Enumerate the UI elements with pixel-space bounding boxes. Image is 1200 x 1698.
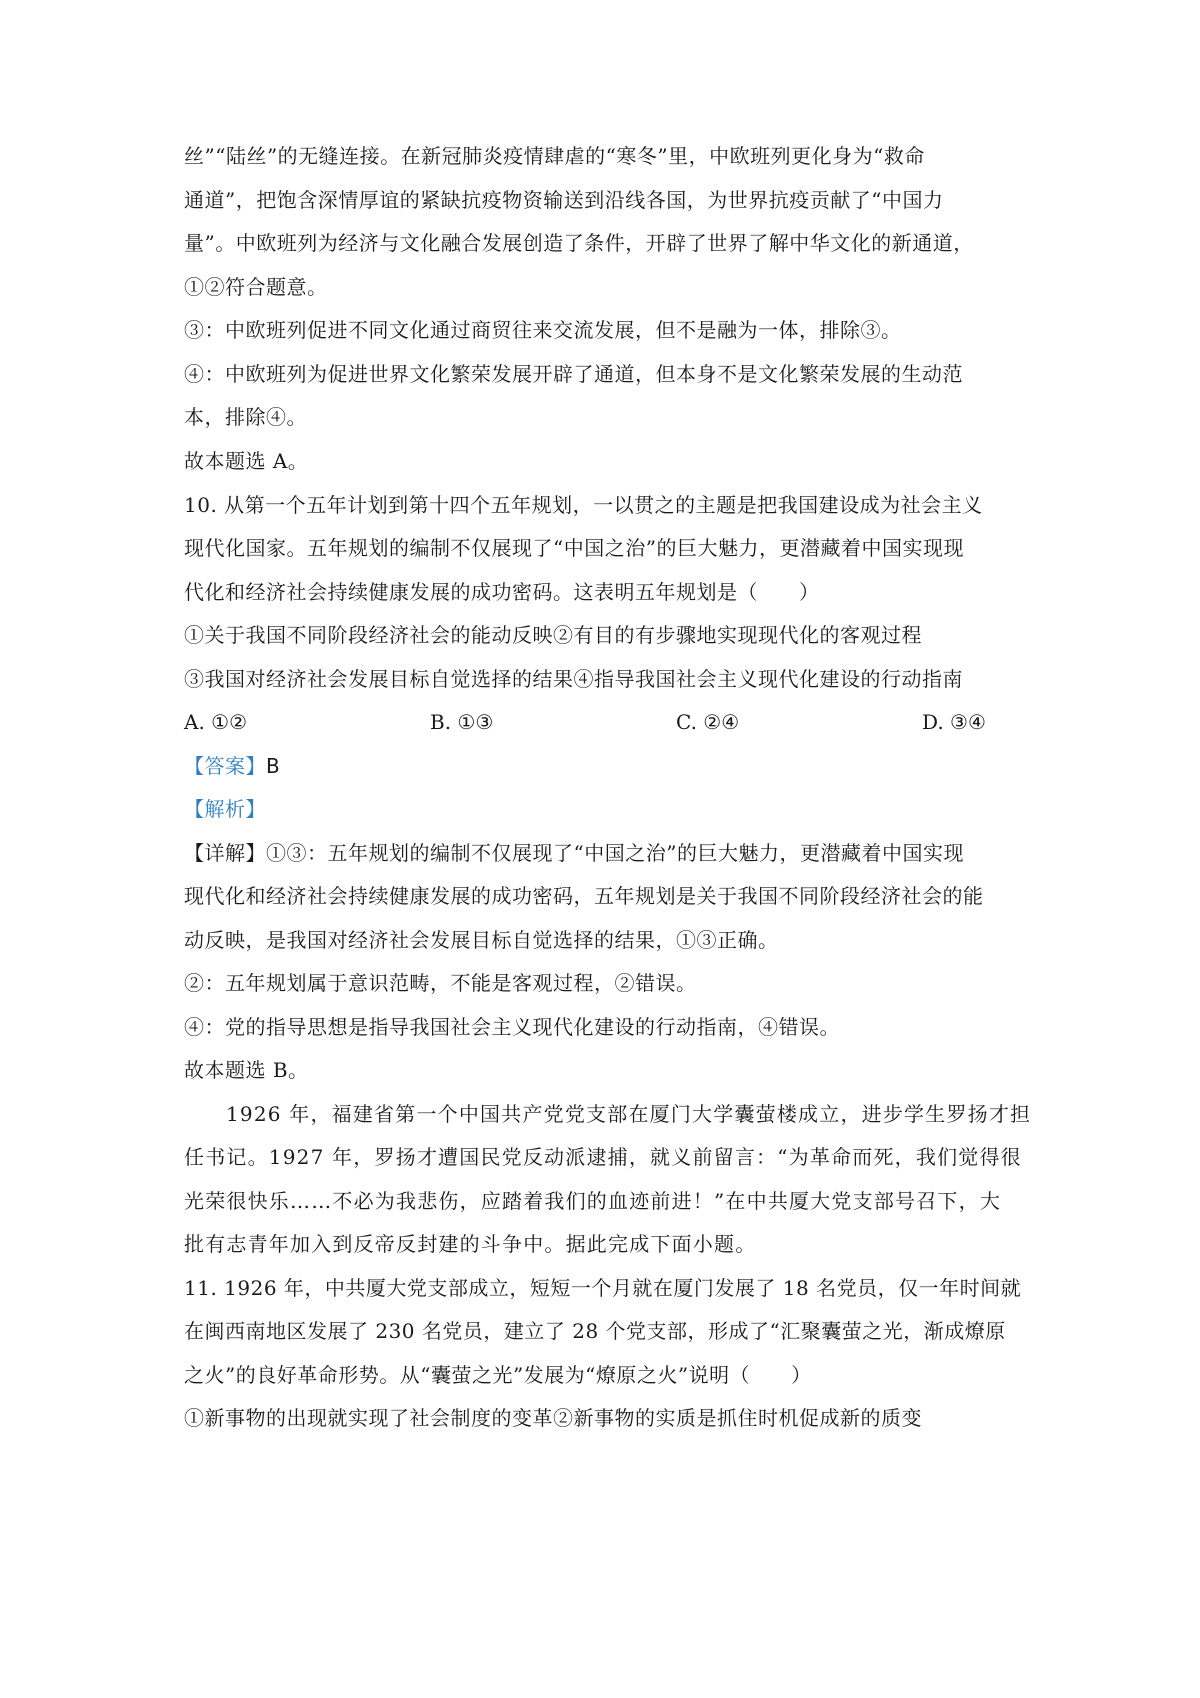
question-11-stem: 在闽西南地区发展了 230 名党员，建立了 28 个党支部，形成了“汇聚囊萤之光，渐成燎原 [184, 1319, 1006, 1343]
answer-label: 【答案】 [184, 754, 266, 778]
passage-line: 光荣很快乐……不必为我悲伤，应踏着我们的血迹前进！”在中共厦大党支部号召下，大 [184, 1189, 1002, 1213]
analysis-line: ④：中欧班列为促进世界文化繁荣发展开辟了通道，但本身不是文化繁荣发展的生动范 [184, 362, 963, 386]
analysis-line: ①②符合题意。 [184, 275, 328, 299]
conclusion-line: 故本题选 B。 [184, 1058, 309, 1082]
option-c: C. ②④ [676, 710, 740, 734]
conclusion-line: 故本题选 A。 [184, 449, 309, 473]
answer-value: B [266, 754, 281, 778]
analysis-line: ③：中欧班列促进不同文化通过商贸往来交流发展，但不是融为一体，排除③。 [184, 318, 902, 342]
detail-text: ①③：五年规划的编制不仅展现了“中国之治”的巨大魅力，更潜藏着中国实现 [266, 841, 964, 865]
analysis-line: 本，排除④。 [184, 405, 307, 429]
question-10-statements: ①关于我国不同阶段经济社会的能动反映②有目的有步骤地实现现代化的客观过程 [184, 623, 922, 647]
passage-line: 批有志青年加入到反帝反封建的斗争中。据此完成下面小题。 [184, 1232, 757, 1256]
question-11-stem: 之火”的良好革命形势。从“囊萤之光”发展为“燎原之火”说明（ ） [184, 1363, 812, 1387]
detail-line: 动反映，是我国对经济社会发展目标自觉选择的结果，①③正确。 [184, 928, 779, 952]
detail-label: 【详解】 [184, 841, 266, 865]
detail-line [184, 839, 1024, 867]
option-b: B. ①③ [430, 710, 494, 734]
question-11-stem: 11. 1926 年，中共厦大党支部成立，短短一个月就在厦门发展了 18 名党员，仅一年时间就 [184, 1276, 1022, 1300]
analysis-line: 通道”，把饱含深情厚谊的紧缺抗疫物资输送到沿线各国，为世界抗疫贡献了“中国力 [184, 188, 944, 212]
detail-line: ④：党的指导思想是指导我国社会主义现代化建设的行动指南，④错误。 [184, 1015, 840, 1039]
option-a: A. ①② [184, 710, 248, 734]
question-10-stem: 代化和经济社会持续健康发展的成功密码。这表明五年规划是（ ） [184, 580, 820, 604]
question-10-stem: 10. 从第一个五年计划到第十四个五年规划，一以贯之的主题是把我国建设成为社会主义 [184, 493, 983, 517]
analysis-label: 【解析】 [184, 797, 266, 821]
option-d: D. ③④ [922, 710, 986, 734]
question-10-stem: 现代化国家。五年规划的编制不仅展现了“中国之治”的巨大魅力，更潜藏着中国实现现 [184, 536, 964, 560]
passage-line: 任书记。1927 年，罗扬才遭国民党反动派逮捕，就义前留言：“为革命而死，我们觉得很 [184, 1145, 1022, 1169]
question-11-statements: ①新事物的出现就实现了社会制度的变革②新事物的实质是抓住时机促成新的质变 [184, 1406, 922, 1430]
analysis-line: 量”。中欧班列为经济与文化融合发展创造了条件，开辟了世界了解中华文化的新通道， [184, 231, 974, 255]
detail-line: ②：五年规划属于意识范畴，不能是客观过程，②错误。 [184, 971, 697, 995]
question-10-statements: ③我国对经济社会发展目标自觉选择的结果④指导我国社会主义现代化建设的行动指南 [184, 667, 963, 691]
detail-line: 现代化和经济社会持续健康发展的成功密码，五年规划是关于我国不同阶段经济社会的能 [184, 884, 984, 908]
answer-row [184, 752, 1024, 780]
analysis-line: 丝”“陆丝”的无缝连接。在新冠肺炎疫情肆虐的“寒冬”里，中欧班列更化身为“救命 [184, 144, 925, 168]
passage-line: 1926 年，福建省第一个中国共产党党支部在厦门大学囊萤楼成立，进步学生罗扬才担 [226, 1102, 1032, 1126]
